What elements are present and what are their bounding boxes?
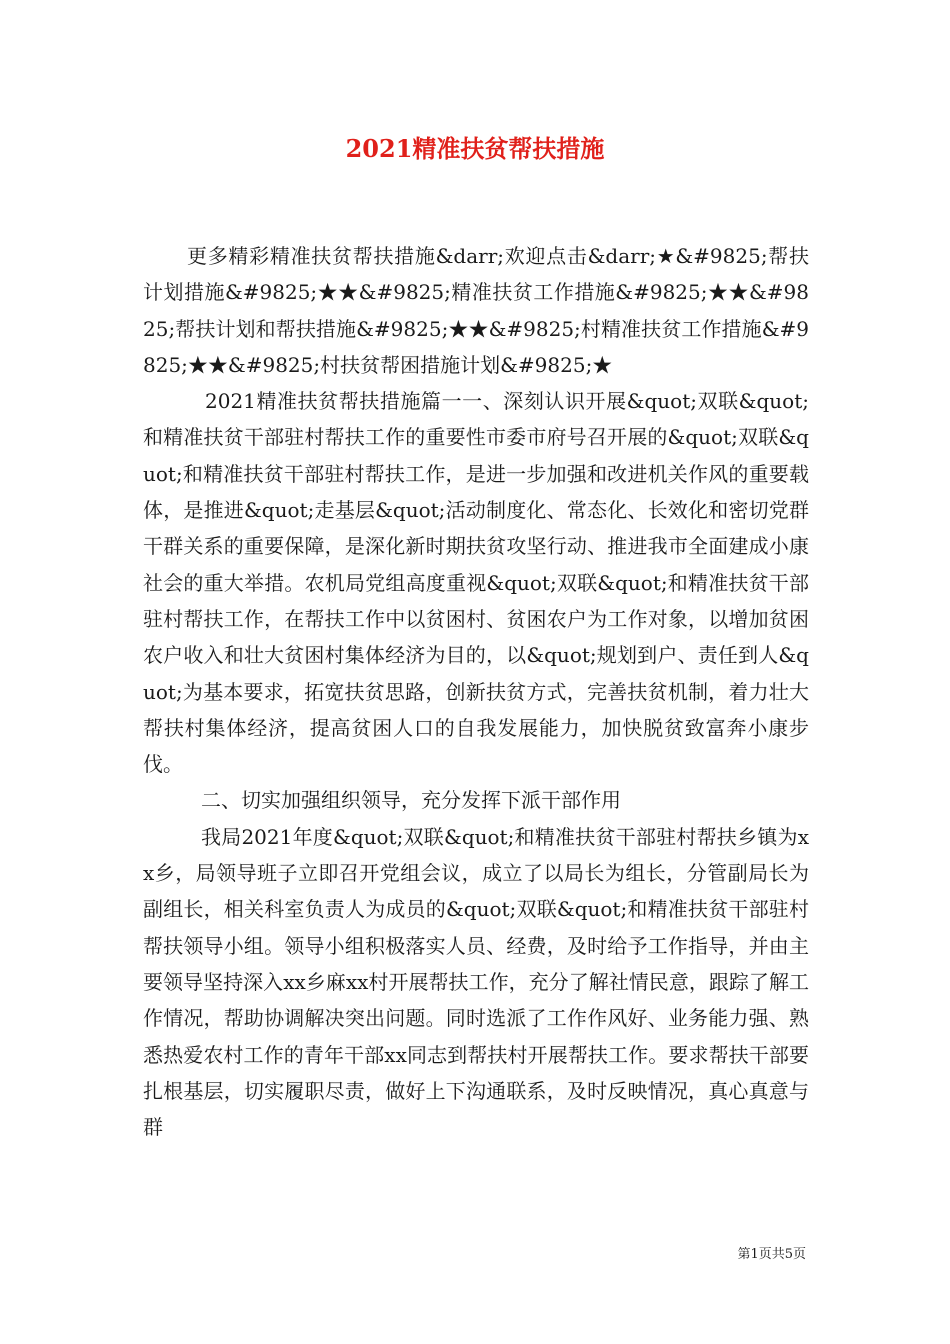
- paragraph-section-one: 2021精准扶贫帮扶措施篇一一、深刻认识开展&quot;双联&quot;和精准扶贫干部驻村帮扶工作的重要性市委市府号召开展的&quot;双联&quot;和精准扶贫干部驻村帮扶工作，是进一步加强和改进机关作风的重要载体，是推进&quot;走基层&quot;活动制度化、常态化、长效化和密切党群干群关系的重要保障，是深化新时期扶贫攻坚行动、推进我市全面建成小康社会的重大举措。农机局党组高度重视&quot;双联&quot;和精准扶贫干部驻村帮扶工作，在帮扶工作中以贫困村、贫困农户为工作对象，以增加贫困农户收入和壮大贫困村集体经济为目的，以&quot;规划到户、责任到人&quot;为基本要求，拓宽扶贫思路，创新扶贫方式，完善扶贫机制，着力壮大帮扶村集体经济，提高贫困人口的自我发展能力，加快脱贫致富奔小康步伐。: [143, 389, 809, 777]
- page-number-footer: 第1页共5页: [737, 1247, 806, 1262]
- document-body: [143, 238, 809, 1145]
- paragraph-section-two: 我局2021年度&quot;双联&quot;和精准扶贫干部驻村帮扶乡镇为xx乡，局领导班子立即召开党组会议，成立了以局长为组长，分管副局长为副组长，相关科室负责人为成员的&quot;双联&quot;和精准扶贫干部驻村帮扶领导小组。领导小组积极落实人员、经费，及时给予工作指导，并由主要领导坚持深入xx乡麻xx村开展帮扶工作，充分了解社情民意，跟踪了解工作情况，帮助协调解决突出问题。同时选派了工作作风好、业务能力强、熟悉热爱农村工作的青年干部xx同志到帮扶村开展帮扶工作。要求帮扶干部要扎根基层，切实履职尽责，做好上下沟通联系，及时反映情况，真心真意与群: [143, 824, 809, 1140]
- document-title: 2021精准扶贫帮扶措施: [345, 134, 605, 163]
- paragraph-intro-links: 更多精彩精准扶贫帮扶措施&darr;欢迎点击&darr;★&#9825;帮扶计划措施&#9825;★★&#9825;精准扶贫工作措施&#9825;★★&#9825;帮扶计划和帮扶措施&#9825;★★&#9825;村精准扶贫工作措施&#9825;★★&#9825;村扶贫帮困措施计划&#9825;★: [143, 244, 809, 377]
- paragraph-heading-two: 二、切实加强组织领导，充分发挥下派干部作用: [201, 788, 621, 813]
